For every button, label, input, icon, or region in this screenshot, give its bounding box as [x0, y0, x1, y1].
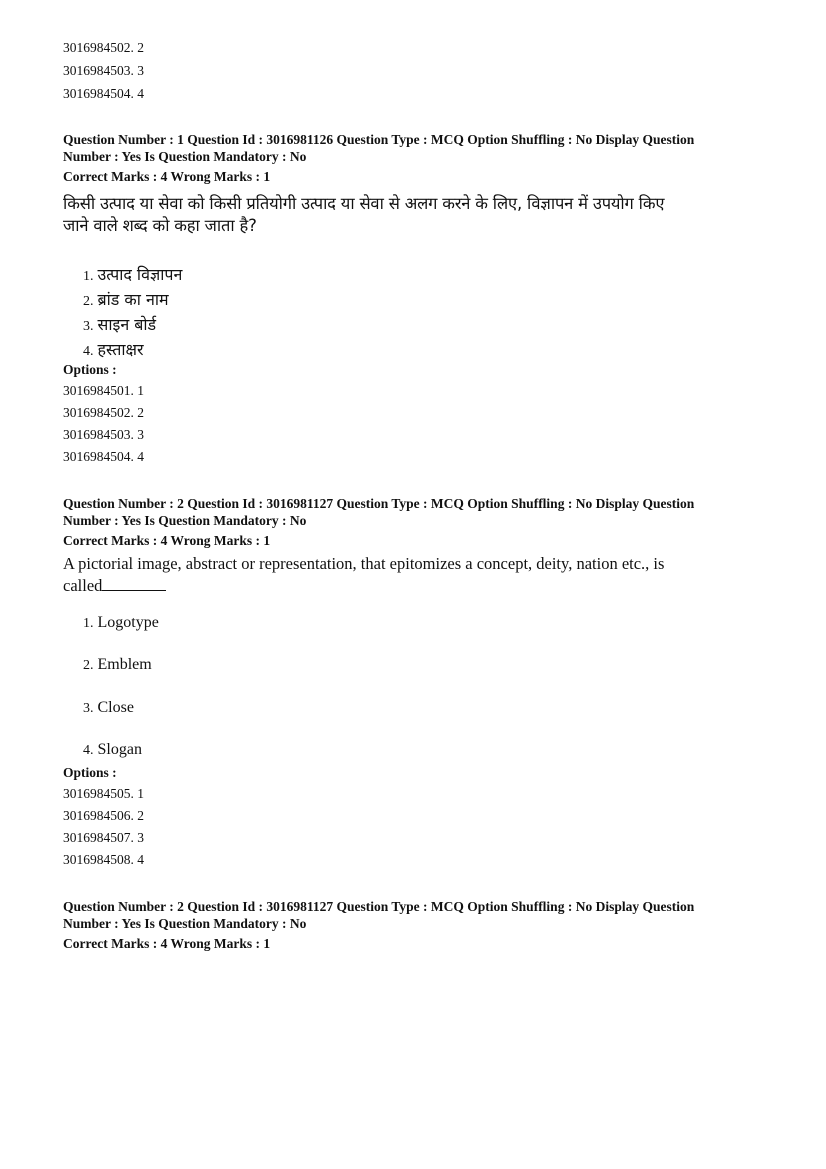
option-id-line: 3016984505. 1: [63, 786, 144, 801]
option-id-line: 3016984506. 2: [63, 808, 144, 823]
option-id-line: 3016984504. 4: [63, 449, 144, 464]
question-marks: Correct Marks : 4 Wrong Marks : 1: [63, 936, 271, 951]
question-text-line: जाने वाले शब्द को कहा जाता है?: [63, 216, 257, 235]
option-id-line: 3016984502. 2: [63, 405, 144, 420]
option-id-line: 3016984508. 4: [63, 852, 144, 867]
question-text: [63, 553, 753, 597]
option-id-line: 3016984503. 3: [63, 427, 144, 442]
question-meta: Question Number : 2 Question Id : 3016981127 Question Type : MCQ Option Shuffling : No Display Question: [63, 496, 695, 511]
answer-blank: [102, 578, 166, 591]
answer-choice: 2. Emblem: [83, 656, 152, 673]
question-marks: Correct Marks : 4 Wrong Marks : 1: [63, 169, 271, 184]
answer-choice: 3. Close: [83, 699, 134, 716]
option-id-line: 3016984507. 3: [63, 830, 144, 845]
answer-choice: 4. Slogan: [83, 741, 142, 758]
question-text: [63, 193, 753, 237]
answer-choice: 3. साइन बोर्ड: [83, 315, 157, 334]
answer-choice: 1. उत्पाद विज्ञापन: [83, 265, 183, 284]
answer-choice: 4. हस्ताक्षर: [83, 340, 144, 359]
options-label: Options :: [63, 765, 117, 780]
option-id-line: 3016984504. 4: [63, 86, 144, 101]
question-text-line: A pictorial image, abstract or representation, that epitomizes a concept, deity, nation etc., is: [63, 554, 665, 573]
question-text-line: called: [63, 575, 753, 597]
option-id-line: 3016984503. 3: [63, 63, 144, 78]
answer-choice: 2. ब्रांड का नाम: [83, 290, 169, 309]
question-marks: Correct Marks : 4 Wrong Marks : 1: [63, 533, 271, 548]
option-id-line: 3016984502. 2: [63, 40, 144, 55]
options-label: Options :: [63, 362, 117, 377]
question-meta: Number : Yes Is Question Mandatory : No: [63, 916, 307, 931]
question-meta: Question Number : 2 Question Id : 3016981127 Question Type : MCQ Option Shuffling : No Display Question: [63, 899, 695, 914]
question-meta: Number : Yes Is Question Mandatory : No: [63, 513, 307, 528]
answer-choice: 1. Logotype: [83, 614, 159, 631]
question-meta: Number : Yes Is Question Mandatory : No: [63, 149, 307, 164]
question-text-line: किसी उत्पाद या सेवा को किसी प्रतियोगी उत्पाद या सेवा से अलग करने के लिए, विज्ञापन में उपयोग किए: [63, 194, 665, 213]
question-meta: Question Number : 1 Question Id : 3016981126 Question Type : MCQ Option Shuffling : No Display Question: [63, 132, 695, 147]
option-id-line: 3016984501. 1: [63, 383, 144, 398]
